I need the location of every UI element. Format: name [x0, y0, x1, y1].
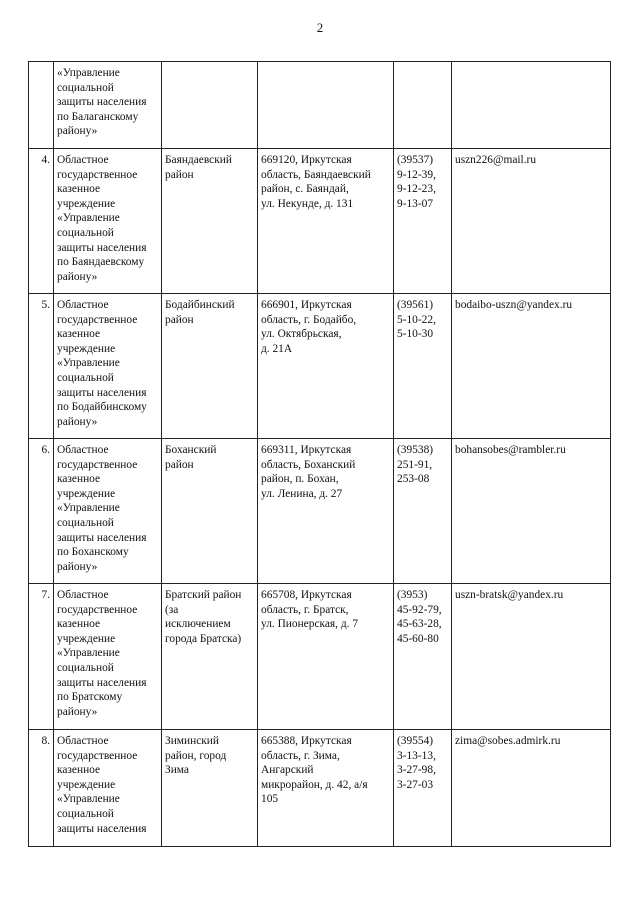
address: 665708, Иркутская область, г. Братск, ул. Пионерская, д. 7	[258, 584, 394, 730]
institution-name: «Управление социальной защиты населения по Балаганскому району»	[54, 62, 162, 149]
address: 666901, Иркутская область, г. Бодайбо, ул. Октябрьская, д. 21А	[258, 294, 394, 439]
row-number: 6.	[29, 439, 54, 584]
institution-name: Областное государственное казенное учреждение «Управление социальной защиты населения по Братскому району»	[54, 584, 162, 730]
institution-name: Областное государственное казенное учреждение «Управление социальной защиты населения	[54, 730, 162, 847]
address: 669120, Иркутская область, Баяндаевский район, с. Баяндай, ул. Некунде, д. 131	[258, 149, 394, 294]
institution-name: Областное государственное казенное учреждение «Управление социальной защиты населения по Баяндаевскому району»	[54, 149, 162, 294]
email: bohansobes@rambler.ru	[452, 439, 611, 584]
phone	[394, 62, 452, 149]
row-number: 8.	[29, 730, 54, 847]
address	[258, 62, 394, 149]
address: 669311, Иркутская область, Боханский район, п. Бохан, ул. Ленина, д. 27	[258, 439, 394, 584]
phone: (3953) 45-92-79, 45-63-28, 45-60-80	[394, 584, 452, 730]
email: uszn226@mail.ru	[452, 149, 611, 294]
institution-name: Областное государственное казенное учреждение «Управление социальной защиты населения по Боханскому району»	[54, 439, 162, 584]
row-number	[29, 62, 54, 149]
service-area: Зиминский район, город Зима	[162, 730, 258, 847]
phone: (39561) 5-10-22, 5-10-30	[394, 294, 452, 439]
phone: (39537) 9-12-39, 9-12-23, 9-13-07	[394, 149, 452, 294]
institution-name: Областное государственное казенное учреждение «Управление социальной защиты населения по Бодайбинскому району»	[54, 294, 162, 439]
email: uszn-bratsk@yandex.ru	[452, 584, 611, 730]
row-number: 5.	[29, 294, 54, 439]
table-row	[29, 584, 611, 730]
service-area: Бодайбинский район	[162, 294, 258, 439]
service-area: Боханский район	[162, 439, 258, 584]
email: bodaibo-uszn@yandex.ru	[452, 294, 611, 439]
table-row	[29, 294, 611, 439]
table-row	[29, 730, 611, 847]
phone: (39538) 251-91, 253-08	[394, 439, 452, 584]
page-number: 2	[316, 20, 324, 35]
email: zima@sobes.admirk.ru	[452, 730, 611, 847]
service-area: Баяндаевский район	[162, 149, 258, 294]
service-area: Братский район (за исключением города Братска)	[162, 584, 258, 730]
address: 665388, Иркутская область, г. Зима, Ангарский микрорайон, д. 42, а/я 105	[258, 730, 394, 847]
table-row	[29, 149, 611, 294]
phone: (39554) 3-13-13, 3-27-98, 3-27-03	[394, 730, 452, 847]
table-row	[29, 62, 611, 149]
table-row	[29, 439, 611, 584]
service-area	[162, 62, 258, 149]
row-number: 7.	[29, 584, 54, 730]
email	[452, 62, 611, 149]
row-number: 4.	[29, 149, 54, 294]
institutions-table	[28, 61, 611, 847]
